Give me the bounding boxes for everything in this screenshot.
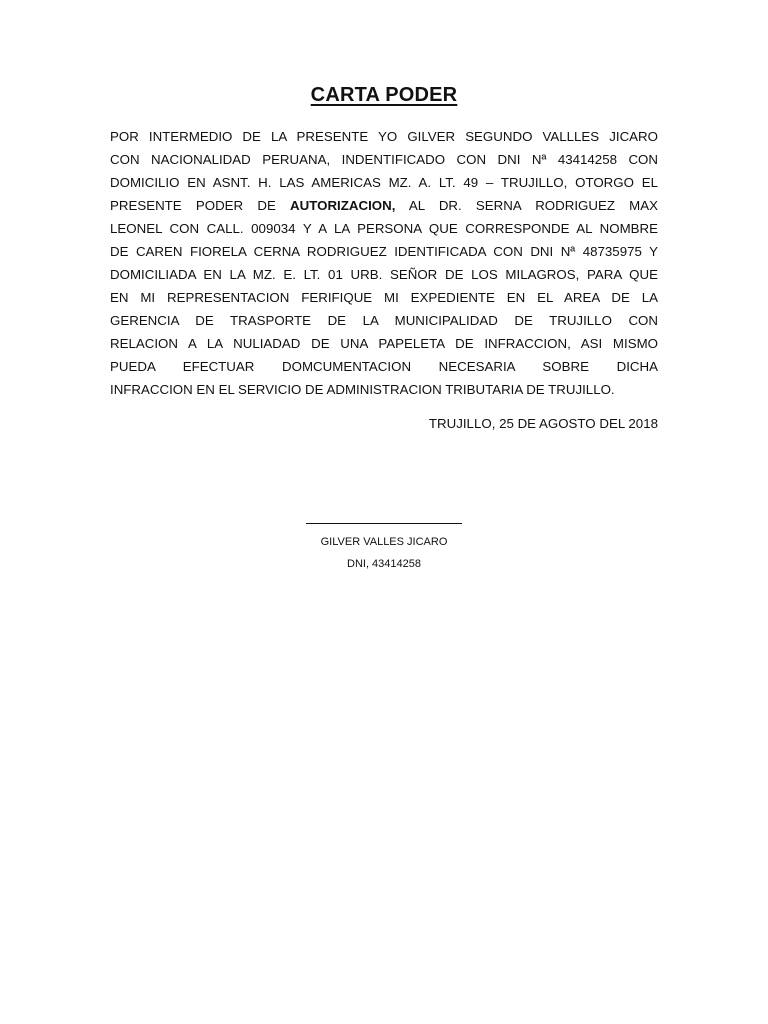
- paragraph-text: LEONEL CON CALL. 009034 Y A LA PERSONA QUE CORRESPONDE AL NOMBRE: [110, 221, 658, 236]
- paragraph-line: [110, 125, 658, 148]
- paragraph-text: DOMICILIO EN ASNT. H. LAS AMERICAS MZ. A. LT. 49 – TRUJILLO, OTORGO EL: [110, 175, 658, 190]
- document-date: TRUJILLO, 25 DE AGOSTO DEL 2018: [428, 416, 658, 431]
- paragraph-line: [110, 263, 658, 286]
- paragraph-text: GERENCIA DE TRASPORTE DE LA MUNICIPALIDAD DE TRUJILLO CON: [110, 313, 658, 328]
- document-title-text: CARTA PODER: [310, 84, 458, 106]
- paragraph-line: [110, 286, 658, 309]
- paragraph-text: INFRACCION EN EL SERVICIO DE ADMINISTRACION TRIBUTARIA DE TRUJILLO.: [110, 382, 615, 397]
- paragraph-text: DOMICILIADA EN LA MZ. E. LT. 01 URB. SEÑOR DE LOS MILAGROS, PARA QUE: [110, 267, 658, 282]
- power-of-attorney-paragraph: [110, 125, 658, 401]
- signatory-dni: DNI, 43414258: [347, 558, 421, 570]
- signature-line: [306, 523, 462, 524]
- paragraph-line: [110, 378, 658, 401]
- paragraph-line: [110, 148, 658, 171]
- paragraph-text: POR INTERMEDIO DE LA PRESENTE YO GILVER SEGUNDO VALLLES JICARO: [110, 129, 658, 144]
- paragraph-line: [110, 194, 658, 217]
- paragraph-text: AL DR. SERNA RODRIGUEZ MAX: [395, 198, 658, 213]
- paragraph-text: RELACION A LA NULIADAD DE UNA PAPELETA DE INFRACCION, ASI MISMO: [110, 336, 658, 351]
- paragraph-bold-text: AUTORIZACION,: [290, 198, 396, 213]
- signatory-name: GILVER VALLES JICARO: [320, 536, 448, 548]
- paragraph-line: [110, 217, 658, 240]
- paragraph-line: [110, 355, 658, 378]
- paragraph-line: [110, 240, 658, 263]
- paragraph-text: PUEDA EFECTUAR DOMCUMENTACION NECESARIA SOBRE DICHA: [110, 359, 658, 374]
- paragraph-line: [110, 309, 658, 332]
- document-title: [0, 84, 768, 107]
- paragraph-text: PRESENTE PODER DE: [110, 198, 291, 213]
- paragraph-line: [110, 171, 658, 194]
- paragraph-text: EN MI REPRESENTACION FERIFIQUE MI EXPEDIENTE EN EL AREA DE LA: [110, 290, 658, 305]
- paragraph-text: CON NACIONALIDAD PERUANA, INDENTIFICADO CON DNI Nª 43414258 CON: [110, 152, 658, 167]
- paragraph-text: DE CAREN FIORELA CERNA RODRIGUEZ IDENTIFICADA CON DNI Nª 48735975 Y: [110, 244, 658, 259]
- paragraph-line: [110, 332, 658, 355]
